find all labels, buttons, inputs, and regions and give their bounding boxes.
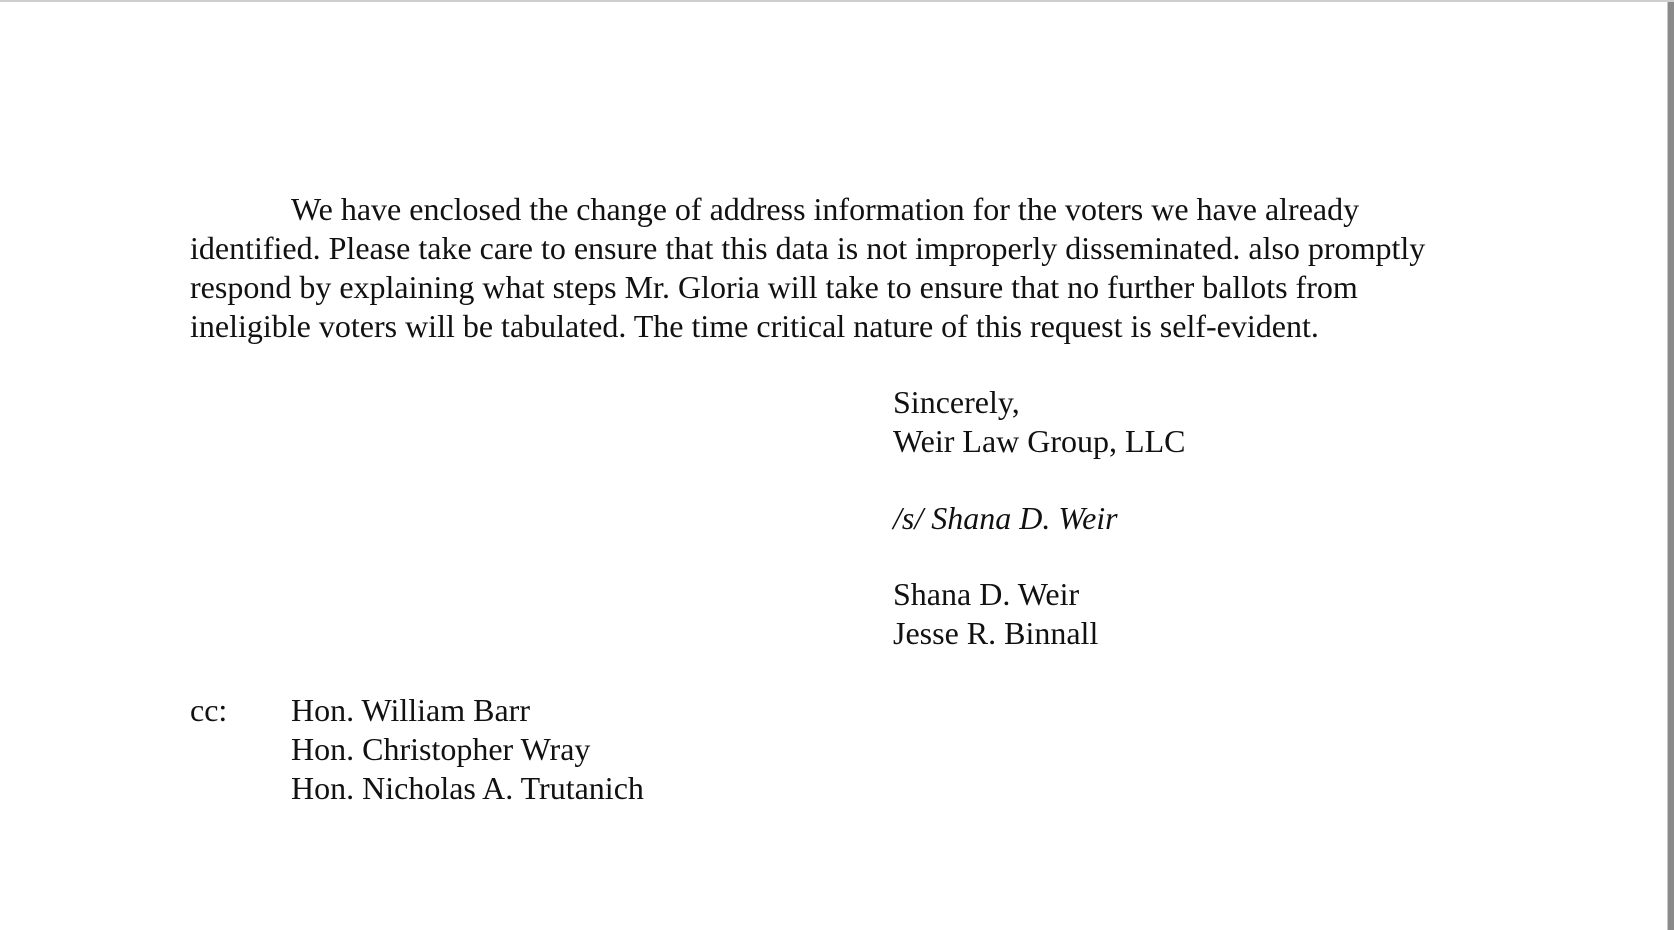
- signer-name: Shana D. Weir: [893, 576, 1080, 612]
- letter-page: [0, 2, 1660, 930]
- signer-name: Jesse R. Binnall: [893, 615, 1099, 651]
- cc-label: cc:: [190, 692, 228, 728]
- signer-names: [893, 575, 1098, 653]
- closing-salutation: Sincerely,: [893, 384, 1020, 420]
- firm-name: Weir Law Group, LLC: [893, 423, 1186, 459]
- body-line: ineligible voters will be tabulated. The time critical nature of this request is self-evident.: [190, 308, 1319, 344]
- signature-line: /s/ Shana D. Weir: [893, 500, 1118, 536]
- body-line: We have enclosed the change of address information for the voters we have already: [291, 191, 1360, 227]
- body-line: respond by explaining what steps Mr. Gloria will take to ensure that no further ballots from: [190, 269, 1358, 305]
- cc-recipient: Hon. Christopher Wray: [291, 731, 591, 767]
- cc-recipient: Hon. William Barr: [291, 692, 530, 728]
- body-paragraph: [190, 190, 1490, 346]
- cc-recipient: Hon. Nicholas A. Trutanich: [291, 770, 644, 806]
- body-line: identified. Please take care to ensure that this data is not improperly disseminated. also promptly: [190, 230, 1426, 266]
- window-right-edge: [1667, 2, 1674, 930]
- closing-block: [893, 383, 1185, 461]
- cc-recipient-list: [291, 691, 644, 808]
